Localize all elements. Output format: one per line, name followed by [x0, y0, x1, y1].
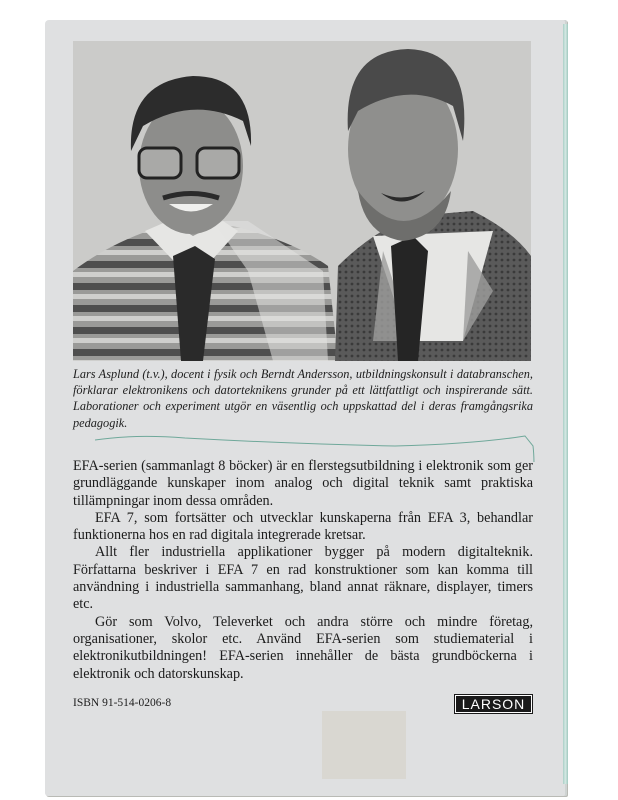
blurb-paragraph: EFA-serien (sammanlagt 8 böcker) är en flerstegsutbildning i elektronik som ger grundläggande kunskaper inom analog och digital teknik samt praktiska tillämpningar inom dessa områden.: [73, 458, 533, 509]
isbn-number: ISBN 91-514-0206-8: [73, 697, 172, 709]
book-spine-edge: [563, 24, 568, 784]
author-photo: [73, 41, 531, 361]
photo-caption: Lars Asplund (t.v.), docent i fysik och Berndt Andersson, utbildningskonsult i databranschen, förklarar elektronikens och datorteknikens grunder på ett lättfattligt och inspirerande sätt. Laborationer och experiment utgör en väsentlig och uppskattad del i deras framgångsrika pedagogik.: [73, 367, 533, 430]
blurb: [73, 458, 533, 683]
publisher-logo: LARSON: [454, 694, 533, 714]
blurb-paragraph: EFA 7, som fortsätter och utvecklar kunskaperna från EFA 3, behandlar funktionerna hos en rad digitala integrerade kretsar.: [73, 509, 533, 544]
blurb-paragraph: Gör som Volvo, Televerket och andra större och mindre företag, organisationer, skolor etc. Använd EFA-serien som studiematerial i elektronikutbildningen! EFA-serien innehåller de bästa grundböckerna i elektronik och datorskunskap.: [73, 613, 533, 682]
blurb-paragraph: Allt fler industriella applikationer bygger på modern digitalteknik. Författarna beskriver i EFA 7 en rad konstruktioner som kan komma till användning i industriella sammanhang, bland annat räknare, displayer, timers etc.: [73, 544, 533, 613]
price-sticker-residue: [322, 711, 406, 779]
